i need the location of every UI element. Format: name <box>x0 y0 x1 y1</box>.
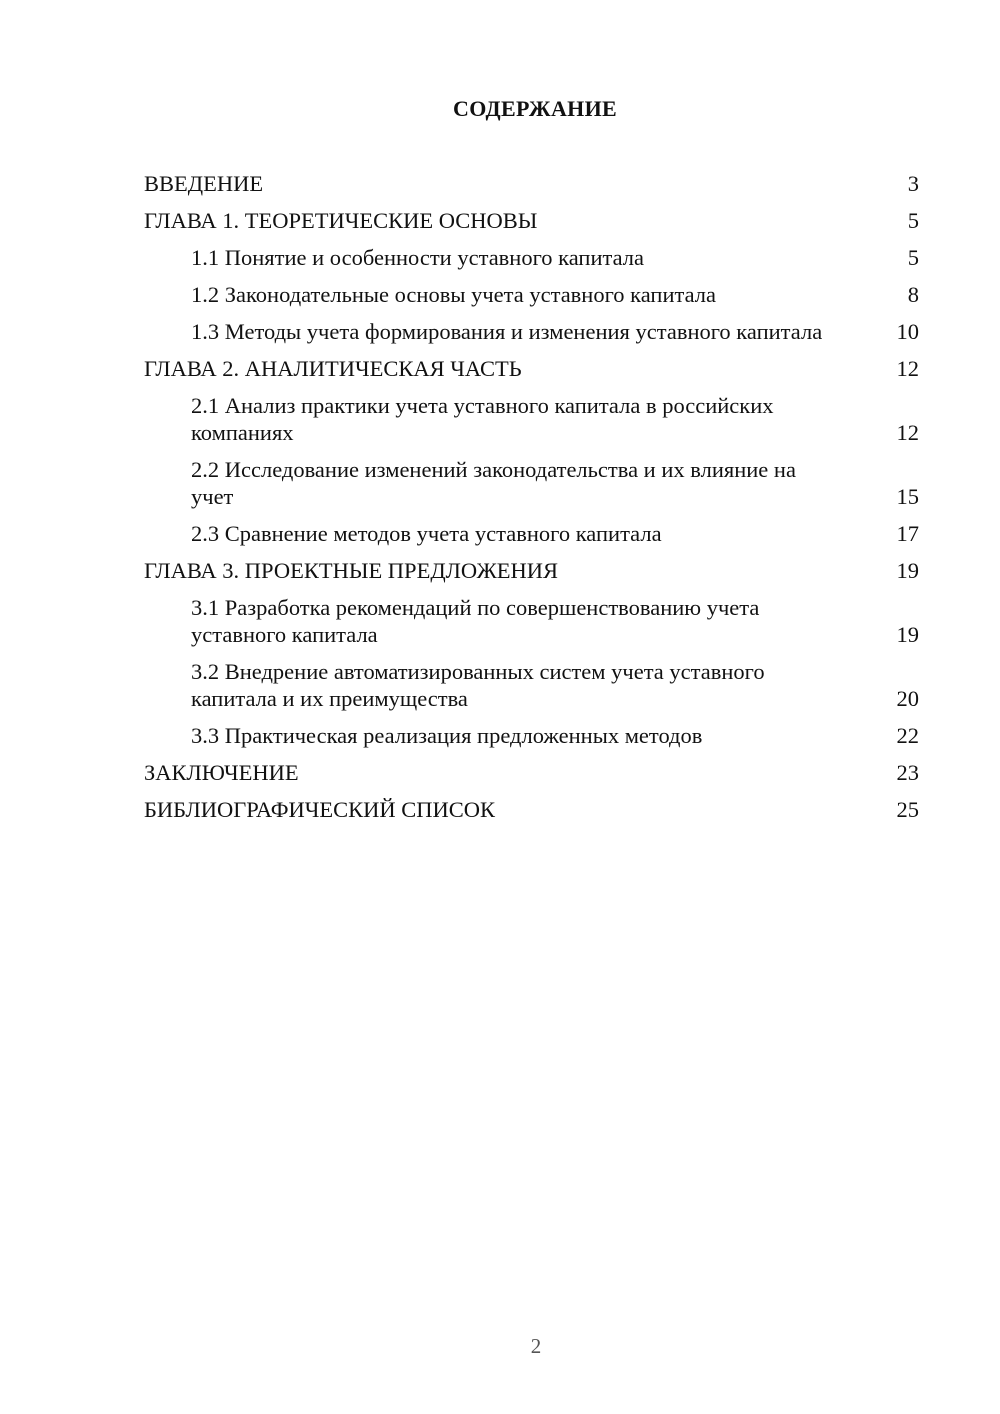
toc-entry-label: 2.3 Сравнение методов учета уставного капитала <box>191 521 662 546</box>
toc-entry-section-2-1 <box>144 392 919 446</box>
toc-entry-page: 3 <box>907 171 919 196</box>
toc-entry-label: 1.1 Понятие и особенности уставного капитала <box>191 245 645 270</box>
toc-entry-page: 5 <box>907 245 919 270</box>
toc-entry-label: ВВЕДЕНИЕ <box>144 171 264 196</box>
toc-entry-section-3-3 <box>144 722 919 749</box>
toc-entry-page: 22 <box>896 723 919 748</box>
toc-entry-chapter-2 <box>144 355 919 382</box>
toc-entry-page: 8 <box>907 282 919 307</box>
toc-entry-label: БИБЛИОГРАФИЧЕСКИЙ СПИСОК <box>144 797 496 822</box>
toc-entry-label: 2.2 Исследование изменений законодательства и их влияние на учет <box>191 457 796 509</box>
toc-entry-conclusion <box>144 759 919 786</box>
toc-title: СОДЕРЖАНИЕ <box>453 96 617 121</box>
toc-entry-section-3-2 <box>144 658 919 712</box>
toc-entry-label: 1.3 Методы учета формирования и изменения уставного капитала <box>191 319 823 344</box>
table-of-contents <box>144 170 919 833</box>
toc-entry-section-1-2 <box>144 281 919 308</box>
toc-entry-label: ГЛАВА 1. ТЕОРЕТИЧЕСКИЕ ОСНОВЫ <box>144 208 538 233</box>
toc-entry-section-2-3 <box>144 520 919 547</box>
toc-entry-chapter-3 <box>144 557 919 584</box>
toc-entry-page: 15 <box>896 484 919 509</box>
toc-entry-page: 25 <box>896 797 919 822</box>
toc-entry-label: 3.1 Разработка рекомендаций по совершенствованию учета уставного капитала <box>191 595 760 647</box>
toc-entry-label: ЗАКЛЮЧЕНИЕ <box>144 760 299 785</box>
toc-entry-section-2-2 <box>144 456 919 510</box>
toc-entry-label: ГЛАВА 2. АНАЛИТИЧЕСКАЯ ЧАСТЬ <box>144 356 522 381</box>
toc-entry-page: 19 <box>896 622 919 647</box>
toc-entry-page: 20 <box>896 686 919 711</box>
toc-entry-page: 17 <box>896 521 919 546</box>
toc-entry-section-3-1 <box>144 594 919 648</box>
toc-entry-label: 3.2 Внедрение автоматизированных систем учета уставного капитала и их преимущества <box>191 659 765 711</box>
toc-entry-page: 10 <box>896 319 919 344</box>
toc-entry-section-1-1 <box>144 244 919 271</box>
toc-entry-label: 2.1 Анализ практики учета уставного капитала в российских компаниях <box>191 393 774 445</box>
toc-entry-introduction <box>144 170 919 197</box>
toc-entry-chapter-1 <box>144 207 919 234</box>
toc-entry-page: 12 <box>896 420 919 445</box>
toc-entry-label: 1.2 Законодательные основы учета уставного капитала <box>191 282 717 307</box>
toc-entry-section-1-3 <box>144 318 919 345</box>
toc-entry-page: 5 <box>907 208 919 233</box>
page-number: 2 <box>530 1334 542 1358</box>
toc-entry-label: ГЛАВА 3. ПРОЕКТНЫЕ ПРЕДЛОЖЕНИЯ <box>144 558 559 583</box>
toc-entry-label: 3.3 Практическая реализация предложенных методов <box>191 723 703 748</box>
toc-entry-page: 12 <box>896 356 919 381</box>
toc-entry-page: 23 <box>896 760 919 785</box>
toc-entry-bibliography <box>144 796 919 823</box>
toc-entry-page: 19 <box>896 558 919 583</box>
